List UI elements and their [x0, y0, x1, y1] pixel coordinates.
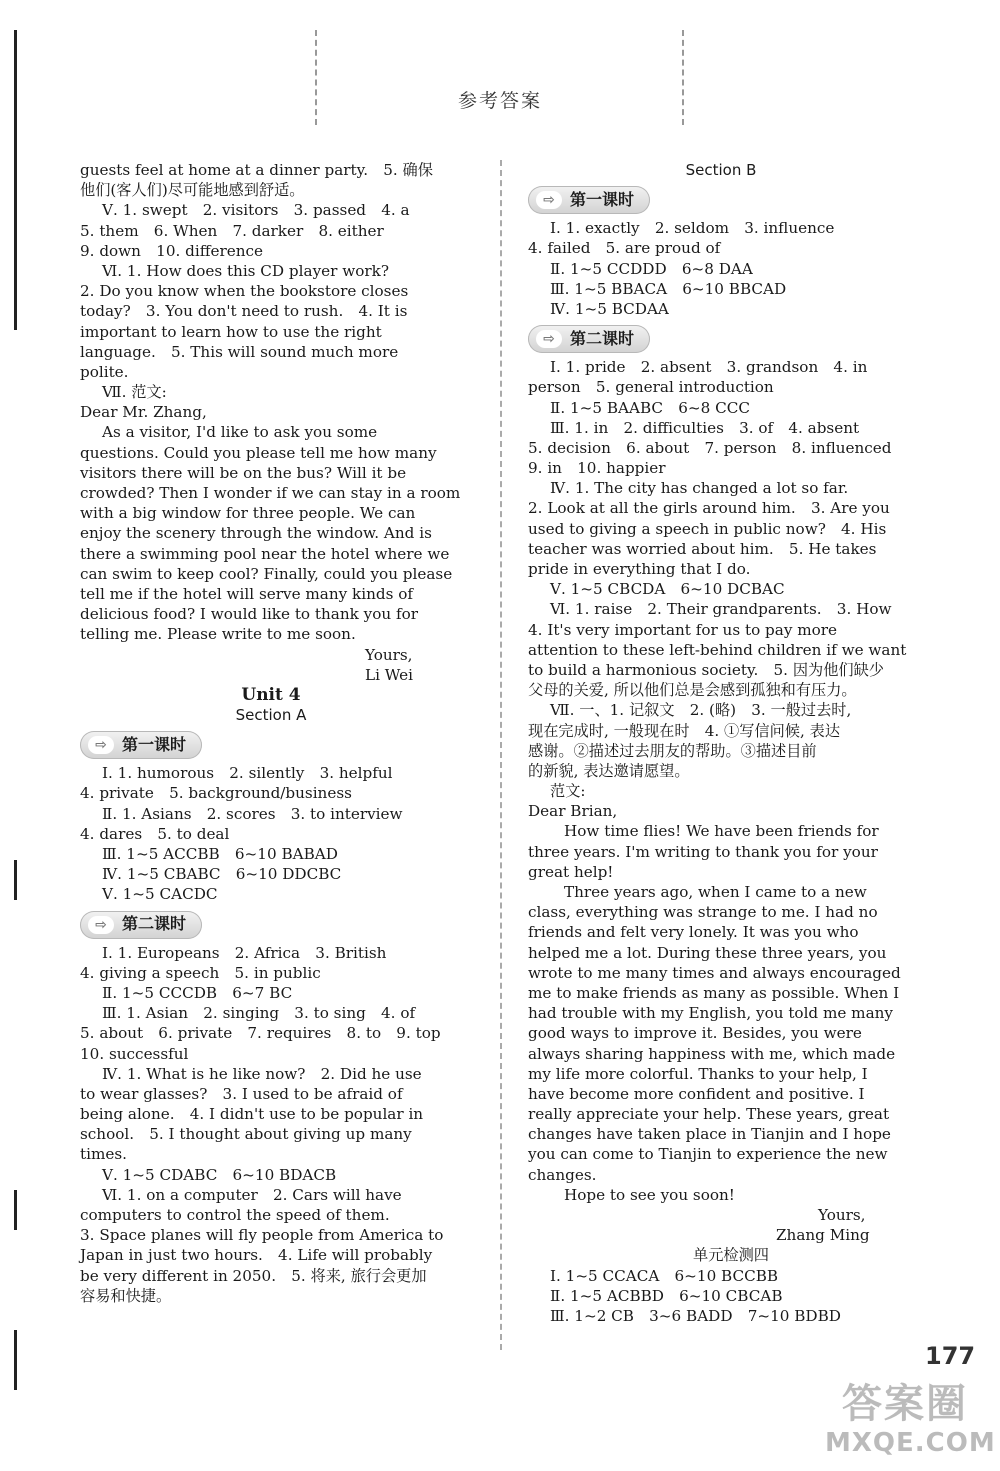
text-line: Ⅳ. 1. What is he like now? 2. Did he use [102, 1064, 422, 1083]
watermark [825, 1380, 996, 1458]
text-line: language. 5. This will sound much more [80, 342, 399, 361]
text-line: Ⅵ. 1. on a computer 2. Cars will have [102, 1185, 402, 1204]
text-line: 4. dares 5. to deal [80, 824, 230, 843]
text-line: Ⅲ. 1. Asian 2. singing 3. to sing 4. of [102, 1004, 416, 1023]
text-line: to wear glasses? 3. I used to be afraid of [80, 1084, 403, 1103]
lesson-badge [80, 911, 202, 939]
text-line: me to make friends as many as possible. When I [528, 983, 900, 1002]
text-line: Ⅴ. 1~5 CDABC 6~10 BDACB [102, 1165, 337, 1184]
binding-mark [14, 860, 17, 900]
text-line: 感谢。②描述过去朋友的帮助。③描述目前 [528, 741, 817, 760]
text-line: person 5. general introduction [528, 378, 774, 397]
column-divider [500, 160, 502, 1350]
text-line: 10. successful [80, 1044, 189, 1063]
arrow-icon: ⇨ [536, 191, 562, 209]
unit-title: Unit 4 [241, 684, 301, 705]
watermark-text: 答案圈 [842, 1381, 968, 1427]
left-column [80, 160, 462, 1306]
text-line: Ⅲ. 1~2 CB 3~6 BADD 7~10 BDBD [550, 1306, 841, 1325]
text-line: good ways to improve it. Besides, you were [528, 1024, 862, 1043]
lesson-badge [80, 731, 202, 759]
text-line: you can come to Tianjin to experience the new [528, 1145, 888, 1164]
text-line: How time flies! We have been friends for [564, 822, 879, 841]
text-line: can swim to keep cool? Finally, could you please [80, 564, 453, 583]
text-line: Ⅱ. 1. Asians 2. scores 3. to interview [102, 804, 403, 823]
text-line: Ⅱ. 1~5 CCCDB 6~7 BC [102, 983, 293, 1002]
text-line: 4. failed 5. are proud of [528, 239, 721, 258]
text-line: important to learn how to use the right [80, 322, 382, 341]
text-line: questions. Could you please tell me how many [80, 443, 437, 462]
binding-mark [14, 1330, 17, 1390]
text-line: 他们(客人们)尽可能地感到舒适。 [80, 181, 305, 200]
lesson-label: 第二课时 [570, 329, 635, 349]
lesson-label: 第一课时 [570, 190, 635, 210]
text-line: telling me. Please write to me soon. [80, 625, 356, 644]
lesson-label: 第二课时 [122, 914, 187, 934]
text-line: Ⅵ. 1. raise 2. Their grandparents. 3. How [550, 600, 892, 619]
text-line: Ⅶ. 一、1. 记叙文 2. (略) 3. 一般过去时, [550, 701, 852, 720]
letter-salutation: Dear Brian, [528, 802, 618, 821]
text-line: school. 5. I thought about giving up many [80, 1125, 412, 1144]
text-line: tell me if the hotel will serve many kinds of [80, 584, 413, 603]
text-line: Ⅱ. 1~5 BAABC 6~8 CCC [550, 398, 750, 417]
text-line: visitors there will be on the bus? Will it be [80, 463, 407, 482]
text-line: 现在完成时, 一般现在时 4. ①写信问候, 表达 [528, 721, 841, 740]
text-line: there a swimming pool near the hotel where we [80, 544, 450, 563]
lesson-badge [528, 186, 650, 214]
text-line: 4. giving a speech 5. in public [80, 963, 321, 982]
text-line: Ⅱ. 1~5 ACBBD 6~10 CBCAB [550, 1286, 783, 1305]
text-line: 3. Space planes will fly people from America to [80, 1226, 444, 1245]
section-title: Section A [235, 706, 307, 725]
arrow-icon: ⇨ [88, 916, 114, 934]
text-line: being alone. 4. I didn't use to be popular in [80, 1105, 424, 1124]
text-line: Ⅴ. 1~5 CBCDA 6~10 DCBAC [550, 580, 785, 599]
text-line: teacher was worried about him. 5. He takes [528, 539, 877, 558]
text-line: As a visitor, I'd like to ask you some [102, 423, 378, 442]
text-line: pride in everything that I do. [528, 560, 751, 578]
text-line: polite. [80, 362, 129, 381]
right-column [528, 160, 914, 1326]
arrow-icon: ⇨ [536, 330, 562, 348]
text-line: class, everything was strange to me. I had no [528, 903, 878, 922]
unit-test-title: 单元检测四 [693, 1246, 769, 1265]
text-line: 4. private 5. background/business [80, 784, 352, 803]
text-line: really appreciate your help. These years, great [528, 1105, 890, 1124]
text-line: 5. them 6. When 7. darker 8. either [80, 221, 384, 240]
text-line: 范文: [550, 782, 586, 801]
text-line: 的新貌, 表达邀请愿望。 [528, 761, 690, 780]
text-line: used to giving a speech in public now? 4. His [528, 519, 887, 538]
text-line: Ⅲ. 1. in 2. difficulties 3. of 4. absent [550, 418, 860, 437]
text-line: enjoy the scenery through the window. And is [80, 524, 432, 543]
text-line: had trouble with my English, you told me many [528, 1004, 894, 1023]
text-line: Ⅶ. 范文: [102, 383, 167, 402]
text-line: have become more confident and positive. I [528, 1084, 865, 1103]
letter-closing: Yours, [365, 645, 413, 664]
text-line: Ⅰ. 1. pride 2. absent 3. grandson 4. in [550, 358, 868, 377]
text-line: computers to control the speed of them. [80, 1206, 390, 1224]
text-line: changes have taken place in Tianjin and I hope [528, 1125, 891, 1144]
page-number: 177 [925, 1342, 976, 1370]
text-line: times. [80, 1145, 127, 1164]
text-line: always sharing happiness with me, which made [528, 1044, 896, 1063]
text-line: changes. [528, 1165, 597, 1184]
letter-signature: Zhang Ming [776, 1226, 870, 1245]
text-line: 父母的关爱, 所以他们总是会感到孤独和有压力。 [528, 681, 857, 700]
letter-signature: Li Wei [365, 665, 413, 684]
text-line: Ⅰ. 1. exactly 2. seldom 3. influence [550, 219, 835, 238]
arrow-icon: ⇨ [88, 736, 114, 754]
section-title: Section B [685, 161, 757, 179]
text-line: 9. down 10. difference [80, 241, 264, 260]
text-line: 2. Look at all the girls around him. 3. Are you [528, 499, 890, 518]
text-line: Ⅳ. 1. The city has changed a lot so far. [550, 479, 849, 498]
text-line: 容易和快捷。 [80, 1286, 172, 1305]
text-line: 2. Do you know when the bookstore closes [80, 282, 409, 301]
text-line: Ⅲ. 1~5 BBACA 6~10 BBCAD [550, 279, 787, 298]
letter-salutation: Dear Mr. Zhang, [80, 403, 207, 422]
text-line: Ⅵ. 1. How does this CD player work? [102, 261, 389, 280]
lesson-badge [528, 325, 650, 353]
text-line: Ⅰ. 1~5 CCACA 6~10 BCCBB [550, 1266, 779, 1285]
text-line: Ⅰ. 1. Europeans 2. Africa 3. British [102, 943, 387, 962]
text-line: Ⅰ. 1. humorous 2. silently 3. helpful [102, 764, 393, 783]
text-line: Three years ago, when I came to a new [564, 883, 867, 901]
lesson-label: 第一课时 [122, 735, 187, 755]
binding-mark [14, 30, 17, 330]
watermark-url: MXQE.COM [825, 1428, 996, 1458]
text-line: Ⅴ. 1. swept 2. visitors 3. passed 4. a [102, 201, 410, 220]
text-line: Ⅳ. 1~5 CBABC 6~10 DDCBC [102, 865, 342, 884]
letter-closing: Yours, [818, 1206, 866, 1224]
text-line: Hope to see you soon! [564, 1185, 735, 1204]
text-line: delicious food? I would like to thank you for [80, 605, 419, 624]
text-line: Ⅳ. 1~5 BCDAA [550, 299, 669, 318]
text-line: to build a harmonious society. 5. 因为他们缺少 [528, 660, 884, 679]
text-line: guests feel at home at a dinner party. 5. 确保 [80, 161, 433, 179]
text-line: 5. decision 6. about 7. person 8. influenced [528, 438, 892, 457]
text-line: be very different in 2050. 5. 将来, 旅行会更加 [80, 1266, 427, 1285]
text-line: great help! [528, 862, 614, 881]
text-line: attention to these left-behind children if we want [528, 640, 907, 659]
text-line: 9. in 10. happier [528, 459, 666, 478]
text-line: my life more colorful. Thanks to your help, I [528, 1064, 868, 1083]
text-line: 5. about 6. private 7. requires 8. to 9. top [80, 1024, 441, 1043]
binding-mark [14, 1190, 17, 1230]
text-line: 4. It's very important for us to pay more [528, 620, 838, 639]
text-line: crowded? Then I wonder if we can stay in a room [80, 484, 461, 502]
text-line: Ⅱ. 1~5 CCDDD 6~8 DAA [550, 259, 753, 278]
text-line: wrote to me many times and always encouraged [528, 963, 901, 982]
text-line: Japan in just two hours. 4. Life will probably [80, 1246, 433, 1265]
page-title: 参考答案 [457, 90, 542, 112]
text-line: friends and felt very lonely. It was you who [528, 923, 859, 942]
text-line: today? 3. You don't need to rush. 4. It is [80, 302, 408, 321]
text-line: Ⅲ. 1~5 ACCBB 6~10 BABAD [102, 845, 338, 863]
text-line: helped me a lot. During these three years, you [528, 943, 887, 962]
text-line: Ⅴ. 1~5 CACDC [102, 885, 218, 904]
text-line: with a big window for three people. We can [80, 504, 416, 523]
text-line: three years. I'm writing to thank you for your [528, 842, 878, 861]
